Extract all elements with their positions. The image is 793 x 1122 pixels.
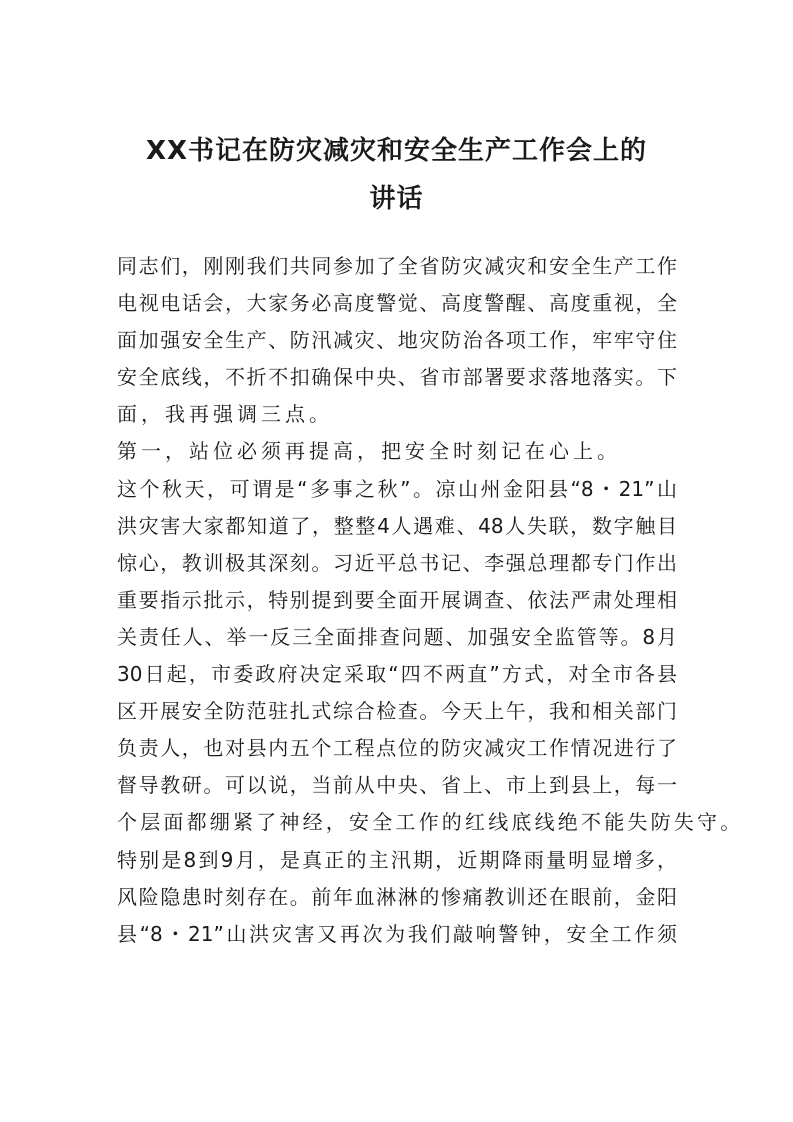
body-line: 惊心，教训极其深刻。习近平总书记、李强总理都专门作出	[117, 550, 677, 575]
body-line: 特别是8到9月，是真正的主汛期，近期降雨量明显增多，	[117, 847, 677, 872]
document-title-line-2: 讲话	[369, 184, 424, 214]
body-line: 县“8・21”山洪灾害又再次为我们敲响警钟，安全工作须	[117, 921, 677, 946]
body-line: 个层面都绷紧了神经，安全工作的红线底线绝不能失防失守。	[117, 810, 744, 835]
body-line: 面，我再强调三点。	[117, 402, 333, 427]
body-line: 风险隐患时刻存在。前年血淋淋的惨痛教训还在眼前，金阳	[117, 884, 677, 909]
body-line: 电视电话会，大家务必高度警觉、高度警醒、高度重视，全	[117, 291, 677, 316]
body-line: 负责人，也对县内五个工程点位的防灾减灾工作情况进行了	[117, 736, 677, 761]
body-line: 面加强安全生产、防汛减灾、地灾防治各项工作，牢牢守住	[117, 328, 677, 353]
body-line: 安全底线，不折不扣确保中央、省市部署要求落地落实。下	[117, 365, 677, 390]
document-body	[117, 251, 744, 956]
body-line: 同志们，刚刚我们共同参加了全省防灾减灾和安全生产工作	[117, 254, 677, 278]
body-line: 区开展安全防范驻扎式综合检查。今天上午，我和相关部门	[117, 699, 677, 724]
body-line: 关责任人、举一反三全面排查问题、加强安全监管等。8月	[117, 624, 677, 649]
body-line: 这个秋天，可谓是“多事之秋”。凉山州金阳县“8・21”山	[117, 476, 677, 501]
body-line: 30日起，市委政府决定采取“四不两直”方式，对全市各县	[117, 662, 677, 687]
section-heading: 第一，站位必须再提高，把安全时刻记在心上。	[117, 439, 621, 464]
body-line: 洪灾害大家都知道了，整整4人遇难、48人失联，数字触目	[117, 513, 677, 538]
body-line: 督导教研。可以说，当前从中央、省上、市上到县上，每一	[117, 773, 677, 798]
body-line: 重要指示批示，特别提到要全面开展调查、依法严肃处理相	[117, 587, 677, 612]
document-title-line-1: XX书记在防灾减灾和安全生产工作会上的	[145, 136, 648, 166]
